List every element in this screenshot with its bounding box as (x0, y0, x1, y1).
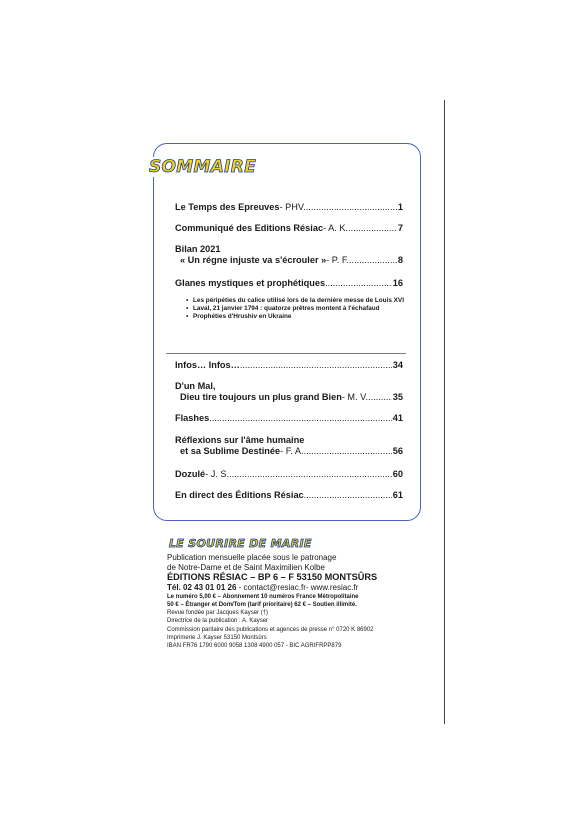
page-edge-rule (444, 100, 445, 724)
list-item: • Prophéties d'Hrushiv en Ukraine (186, 313, 406, 321)
toc-entry: Le Temps des Epreuves - PHV. ..... 1 (175, 202, 403, 213)
toc-entry: D'un Mal, Dieu tire toujours un plus grand Bien - M. V. ..... 35 (175, 381, 403, 403)
publication-info (167, 553, 427, 651)
toc-entry: Communiqué des Editions Résiac - A. K. ..... 7 (175, 223, 403, 234)
sommaire-box (153, 143, 421, 521)
director-line: Directrice de la publication : A. Kayser (167, 618, 269, 625)
printer-line: Imprimerie J. Kayser 53150 Montsûrs (167, 634, 267, 641)
toc-entry: Infos… Infos… ..... 34 (175, 360, 403, 371)
founded-line: Revue fondée par Jacques Kayser (†) (167, 610, 269, 617)
price-line: 50 € – Étranger et Dom/Tom (tarif prioritaire) 62 € – Soutien illimité. (167, 601, 357, 608)
editor-address: ÉDITIONS RÉSIAC – BP 6 – F 53150 MONTSÛRS (167, 572, 378, 582)
list-item: • Laval, 21 janvier 1794 : quatorze prêtres montent à l'échafaud (186, 305, 406, 313)
commission-line: Commission paritaire des publications et agences de presse n° 0720 K 86902 (167, 626, 374, 633)
publication-title: LE SOURIRE DE MARIE (169, 537, 312, 550)
toc-entry: Glanes mystiques et prophétiques ..... 16 (175, 278, 403, 289)
patronage-line: Publication mensuelle placée sous le patronage (167, 553, 337, 562)
list-item: • Les péripéties du calice utilisé lors de la dernière messe de Louis XVI (186, 297, 406, 305)
glanes-list (186, 297, 406, 322)
toc-entry: En direct des Éditions Résiac ..... 61 (175, 490, 403, 501)
divider (166, 353, 406, 354)
toc-entry: Réflexions sur l'âme humaine et sa Sublime Destinée - F. A. ..... 56 (175, 435, 403, 457)
price-line: Le numéro 5,00 € – Abonnement 10 numéros France Métropolitaine (167, 593, 359, 600)
sommaire-title: SOMMAIRE (146, 157, 259, 177)
contact-line: Tél. 02 43 01 01 26 - contact@resiac.fr- www.resiac.fr (167, 583, 359, 592)
patronage-line: de Notre-Dame et de Saint Maximilien Kolbe (167, 562, 325, 572)
iban-line: IBAN FR76 1790 6000 9058 1308 4900 057 - BIC AGRIFRPP879 (167, 643, 342, 650)
toc-entry: Flashes ..... 41 (175, 413, 403, 424)
toc-entry: Dozulé - J. S. ..... 60 (175, 469, 403, 480)
toc-entry: Bilan 2021 « Un régne injuste va s'écrouler » - P. F. ..... 8 (175, 244, 403, 266)
